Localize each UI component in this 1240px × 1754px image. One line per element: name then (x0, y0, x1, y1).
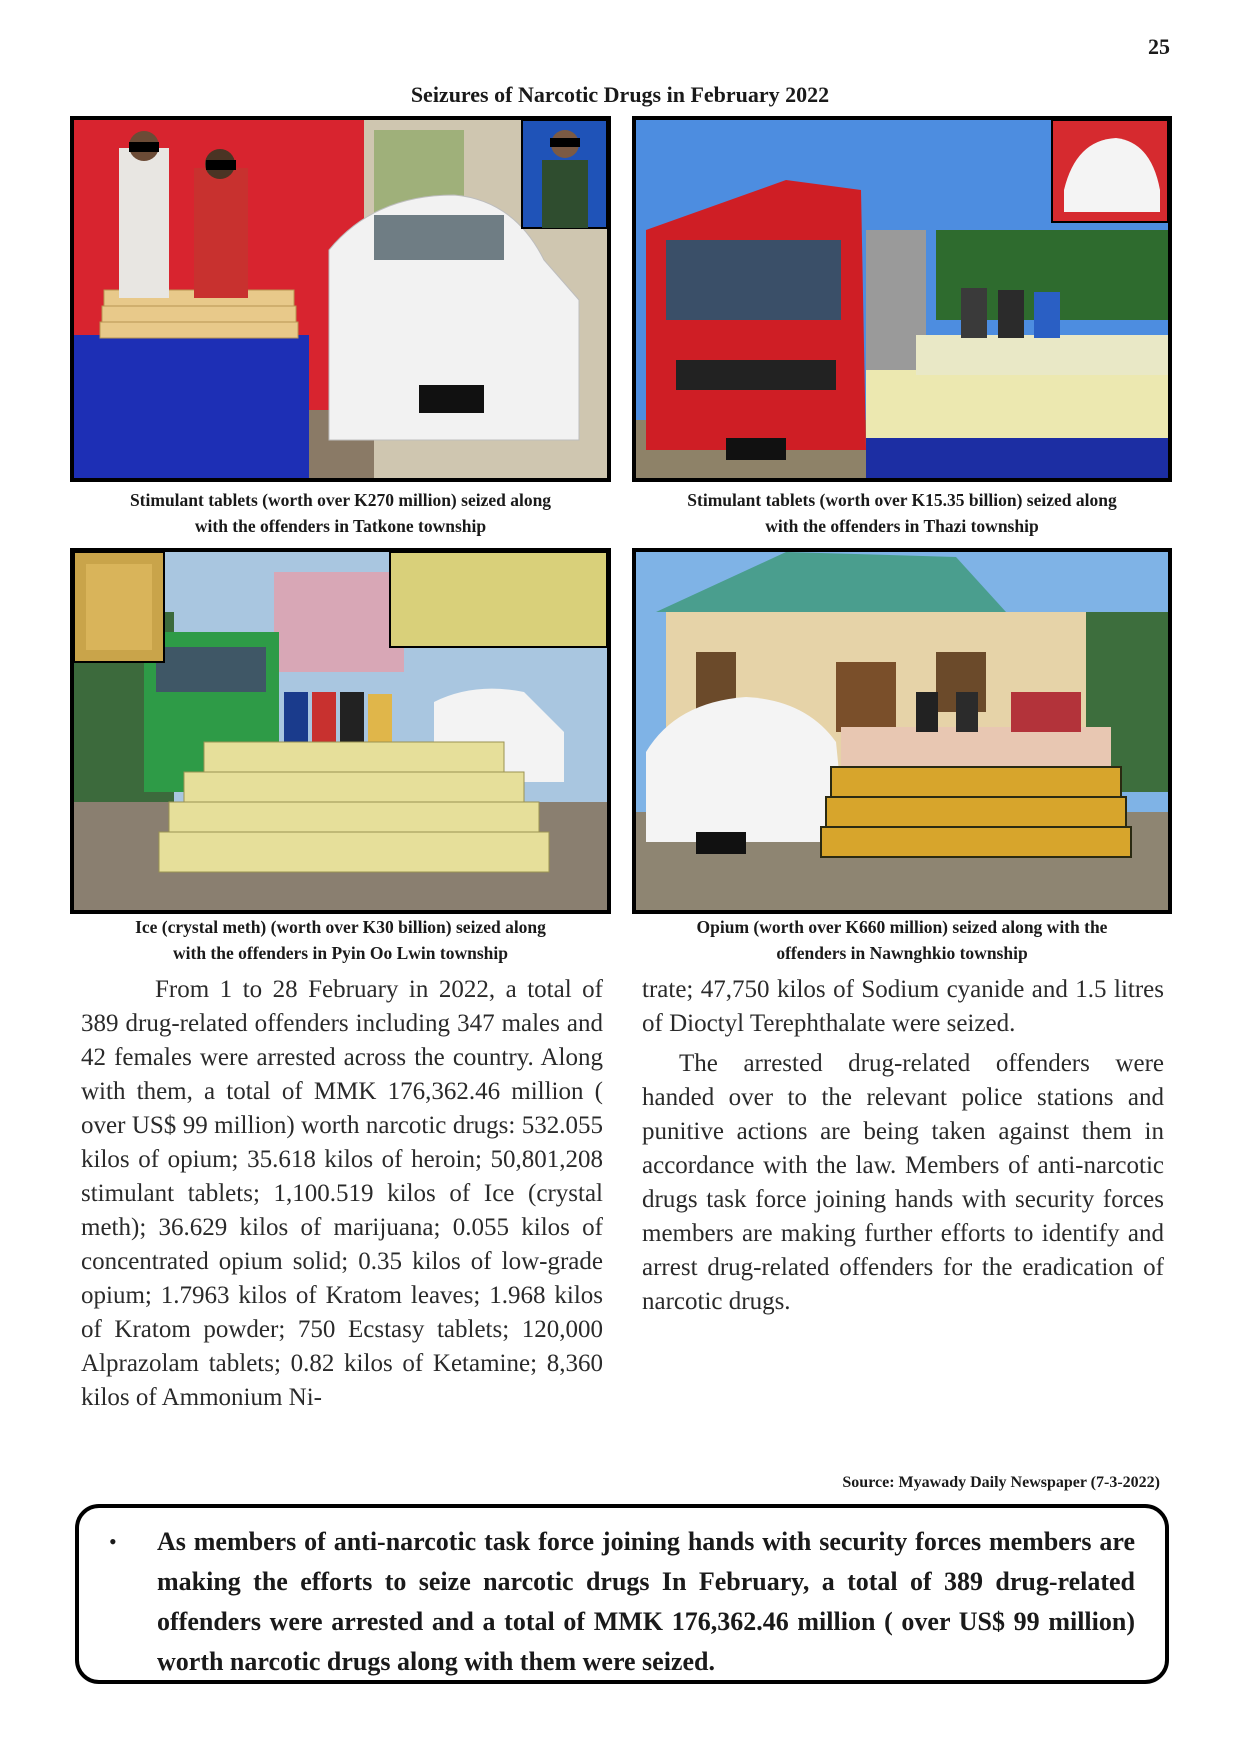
body-paragraph: From 1 to 28 February in 2022, a total of 389 drug-related offenders including 347 males and 42 females were arrested across the country. Along with them, a total of MMK 176,362.46 million ( over US$ 99 million) worth narcotic drugs: 532.055 kilos of opium; 35.618 kilos of heroin; 50,801,208 stimulant tablets; 1,100.519 kilos of Ice (crystal meth); 36.629 kilos of marijuana; 0.055 kilos of concentrated opium solid; 0.35 kilos of low-grade opium; 1.7963 kilos of Kratom leaves; 1.968 kilos of Kratom powder; 750 Ecstasy tablets; 120,000 Alprazolam tablets; 0.82 kilos of Ketamine; 8,360 kilos of Ammonium Ni- (81, 976, 603, 1411)
caption-line: Ice (crystal meth) (worth over K30 billion) seized along (135, 917, 546, 937)
page-title: Seizures of Narcotic Drugs in February 2022 (410, 82, 830, 107)
photo-nawnghkio-seizure (632, 548, 1172, 914)
photo-pyin-oo-lwin-seizure (70, 548, 611, 914)
photo-thazi-seizure (632, 116, 1172, 482)
caption-line: with the offenders in Thazi township (765, 516, 1039, 536)
bullet-icon: • (109, 1529, 117, 1554)
caption-thazi (632, 487, 1172, 539)
caption-line: Stimulant tablets (worth over K270 million) seized along (129, 490, 552, 510)
body-right-column (642, 973, 1164, 1319)
body-left-column (81, 973, 603, 1415)
source-credit: Source: Myawady Daily Newspaper (7-3-2022) (842, 1474, 1160, 1491)
page-number: 25 (1148, 34, 1170, 59)
seizure-photo-image (74, 552, 607, 910)
caption-line: with the offenders in Pyin Oo Lwin township (173, 943, 508, 963)
seizure-photo-image (636, 552, 1168, 910)
caption-line: Opium (worth over K660 million) seized along with the (696, 917, 1108, 937)
summary-item (109, 1522, 1135, 1682)
caption-pyin-oo-lwin (70, 914, 611, 966)
summary-text: As members of anti-narcotic task force joining hands with security forces members are making the efforts to seize narcotic drugs In February, a total of 389 drug-related offenders were arrested and a total of MMK 176,362.46 million ( over US$ 99 million) worth narcotic drugs along with them were seized. (157, 1527, 1135, 1676)
summary-box (75, 1504, 1169, 1684)
caption-line: offenders in Nawnghkio township (776, 943, 1028, 963)
caption-tatkone (70, 487, 611, 539)
caption-line: Stimulant tablets (worth over K15.35 billion) seized along (687, 490, 1117, 510)
seizure-photo-image (636, 120, 1168, 478)
caption-nawnghkio (632, 914, 1172, 966)
seizure-photo-image (74, 120, 607, 478)
photo-tatkone-seizure (70, 116, 611, 482)
body-paragraph: The arrested drug-related offenders were handed over to the relevant police stations and punitive actions are being taken against them in accordance with the law. Members of anti-narcotic drugs task force joining hands with security forces members are making further efforts to identify and arrest drug-related offenders for the eradication of narcotic drugs. (642, 1050, 1164, 1315)
caption-line: with the offenders in Tatkone township (194, 516, 487, 536)
body-paragraph: trate; 47,750 kilos of Sodium cyanide and 1.5 litres of Dioctyl Terephthalate were seized. (642, 976, 1164, 1037)
